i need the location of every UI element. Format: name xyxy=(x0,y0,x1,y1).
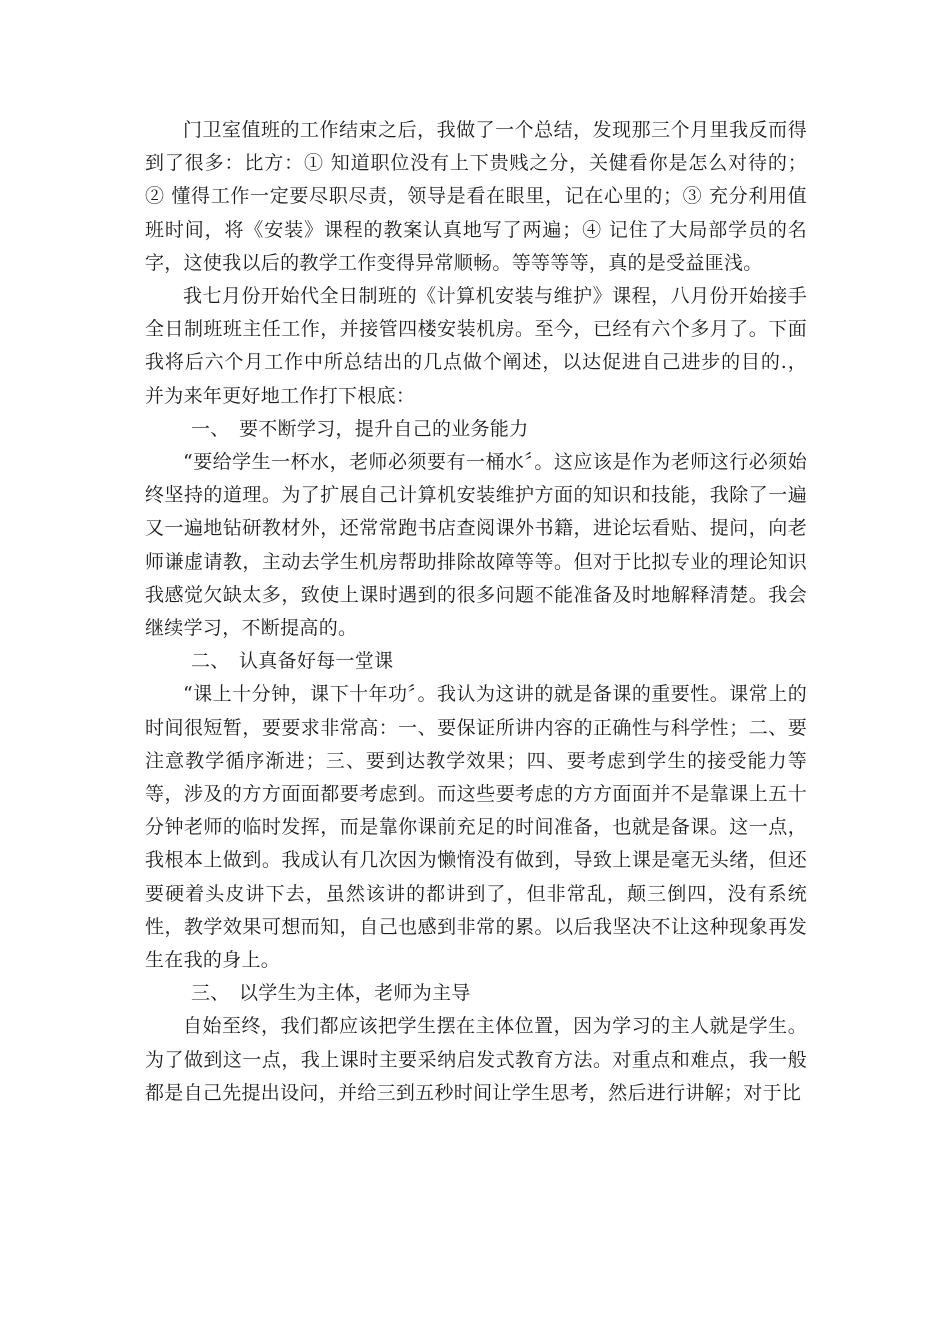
paragraph-course-intro: 我七月份开始代全日制班的《计算机安装与维护》课程，八月份开始接手全日制班班主任工作，并接管四楼安装机房。至今，已经有六个多月了。下面我将后六个月工作中所总结出的几点做个阐述，以达促进自己进步的目的.，并为来年更好地工作打下根底： xyxy=(145,285,807,407)
paragraph-duty-summary: 门卫室值班的工作结束之后，我做了一个总结，发现那三个月里我反而得到了很多：比方：① 知道职位没有上下贵贱之分，关健看你是怎么对待的；② 懂得工作一定要尽职尽责，领导是看在眼里，记在心里的；③ 充分利用值班时间，将《安装》课程的教案认真地写了两遍；④ 记住了大局部学员的名字，这使我以后的教学工作变得异常顺畅。等等等等，真的是受益匪浅。 xyxy=(145,119,807,274)
paragraph-keep-learning: “要给学生一杯水，老师必须要有一桶水〞。这应该是作为老师这行必须始终坚持的道理。为了扩展自己计算机安装维护方面的知识和技能，我除了一遍又一遍地钻研教材外，还常常跑书店查阅课外书籍，进论坛看贴、提问，向老师谦虚请教，主动去学生机房帮助排除故障等等。但对于比拟专业的理论知识我感觉欠缺太多，致使上课时遇到的很多问题不能准备及时地解释清楚。我会继续学习，不断提高的。 xyxy=(145,451,807,640)
section-title: 以学生为主体，老师为主导 xyxy=(239,982,471,1005)
section-number: 一、 xyxy=(191,417,230,440)
document-body xyxy=(145,114,807,1110)
section-number: 二、 xyxy=(191,650,230,673)
paragraph-lesson-prep: “课上十分钟，课下十年功〞。我认为这讲的就是备课的重要性。课常上的时间很短暂，要要求非常高：一、要保证所讲内容的正确性与科学性；二、要注意教学循序渐进；三、要到达教学效果；四、要考虑到学生的接受能力等等，涉及的方方面面都要考虑到。而这些要考虑的方方面面并不是靠课上五十分钟老师的临时发挥，而是靠你课前充足的时间准备，也就是备课。这一点，我根本上做到。我成认有几次因为懒惰没有做到，导致上课是毫无头绪，但还要硬着头皮讲下去，虽然该讲的都讲到了，但非常乱，颠三倒四，没有系统性，教学效果可想而知，自己也感到非常的累。以后我坚决不让这种现象再发生在我的身上。 xyxy=(145,683,807,972)
section-heading-1 xyxy=(145,413,807,446)
section-heading-3 xyxy=(145,977,807,1010)
paragraph-student-centered: 自始至终，我们都应该把学生摆在主体位置，因为学习的主人就是学生。为了做到这一点，我上课时主要采纳启发式教育方法。对重点和难点，我一般都是自己先提出设问，并给三到五秒时间让学生思考，然后进行讲解；对于比 xyxy=(145,1015,807,1104)
section-number: 三、 xyxy=(191,982,230,1005)
section-title: 要不断学习，提升自己的业务能力 xyxy=(239,417,529,440)
section-heading-2 xyxy=(145,645,807,678)
section-title: 认真备好每一堂课 xyxy=(239,650,394,673)
